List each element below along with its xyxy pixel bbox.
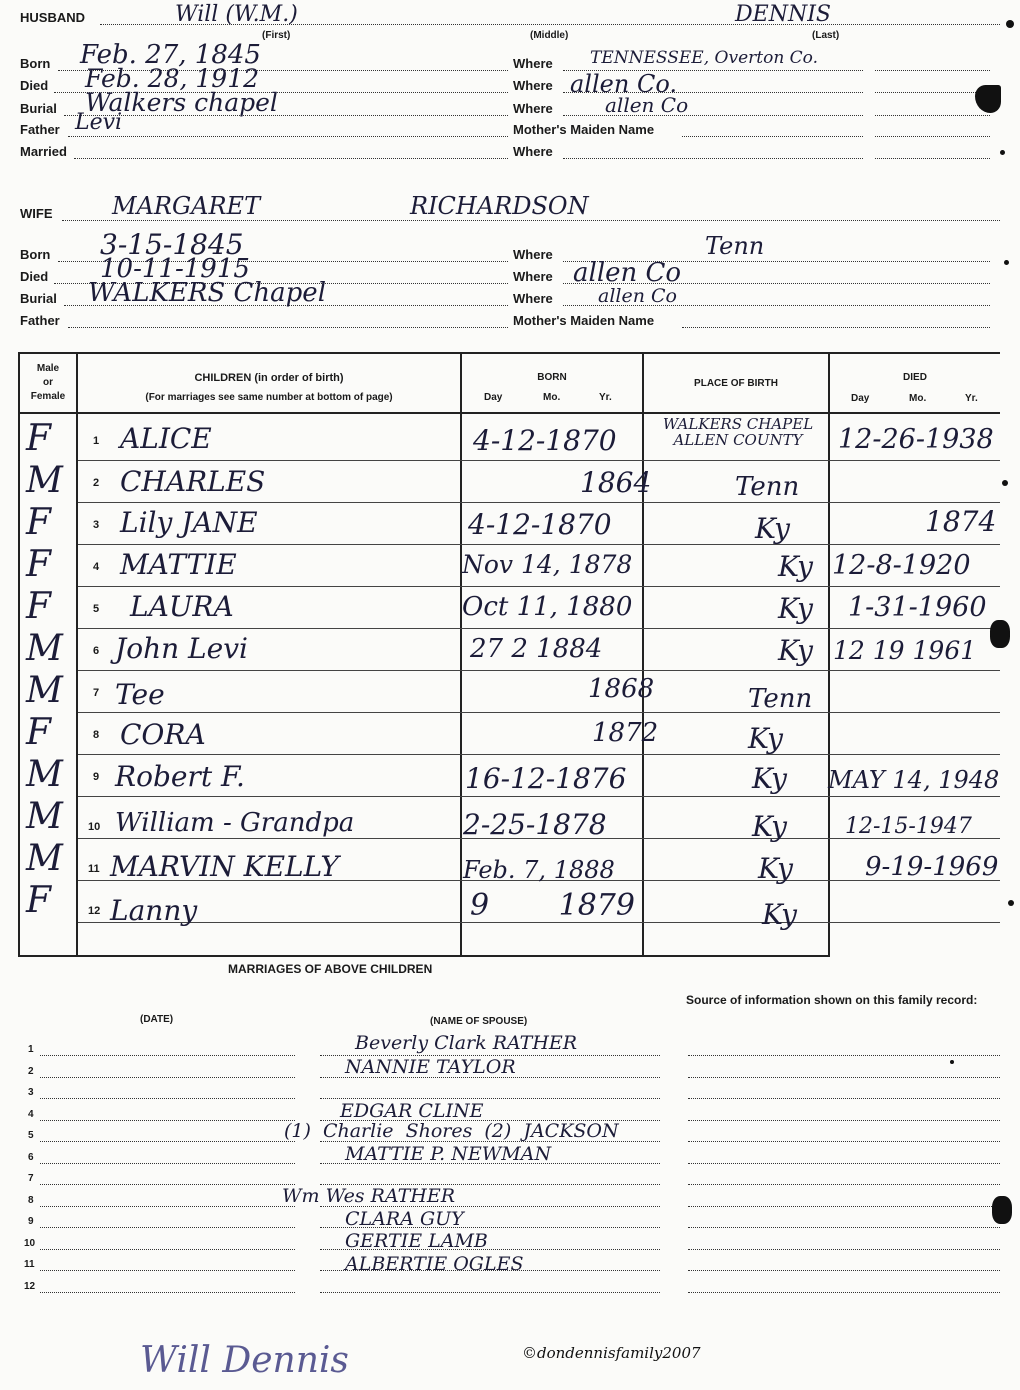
marriage-date-line bbox=[40, 1206, 295, 1207]
wife-died-where-value: allen Co bbox=[573, 258, 682, 288]
child-number: 7 bbox=[93, 687, 100, 699]
husband-burial-label: Burial bbox=[20, 101, 57, 116]
child-number: 11 bbox=[88, 863, 100, 875]
source-line bbox=[688, 1184, 1000, 1185]
sex-header-line: Male bbox=[36, 363, 60, 374]
marriage-number: 10 bbox=[24, 1238, 36, 1249]
wife-died-label: Died bbox=[20, 269, 49, 284]
wife-burial-label: Burial bbox=[20, 291, 57, 306]
child-place: Ky bbox=[758, 852, 793, 885]
child-born: 4-12-1870 bbox=[468, 508, 612, 541]
husband-first-name: Will (W.M.) bbox=[175, 2, 298, 27]
source-line bbox=[688, 1292, 1000, 1293]
marriage-date-line bbox=[40, 1141, 295, 1142]
children-header: CHILDREN (in order of birth) bbox=[194, 372, 344, 384]
row-line bbox=[78, 544, 1000, 545]
child-place: Ky bbox=[778, 550, 813, 583]
husband-born-value: Feb. 27, 1845 bbox=[80, 40, 261, 70]
child-number: 4 bbox=[93, 561, 100, 573]
born-year-header: Yr. bbox=[599, 392, 612, 403]
marriage-number: 12 bbox=[24, 1281, 36, 1292]
child-number: 8 bbox=[93, 729, 100, 741]
scan-artifact bbox=[1002, 480, 1008, 486]
husband-married-where-line bbox=[563, 158, 863, 159]
child-sex: F bbox=[26, 502, 51, 543]
wife-burial-where-label: Where bbox=[513, 291, 553, 306]
husband-mother-label: Mother's Maiden Name bbox=[513, 122, 655, 137]
marriage-number: 3 bbox=[28, 1087, 34, 1098]
child-name: John Levi bbox=[115, 632, 248, 665]
husband-born-label: Born bbox=[20, 56, 51, 71]
child-sex: F bbox=[26, 712, 51, 753]
child-place: Ky bbox=[778, 592, 813, 625]
wife-born-where-value: Tenn bbox=[705, 232, 765, 260]
child-born: Nov 14, 1878 bbox=[462, 550, 633, 579]
marriage-spouse-line bbox=[320, 1292, 660, 1293]
born-day-header: Day bbox=[484, 392, 503, 403]
marriage-date-line bbox=[40, 1227, 295, 1228]
child-born: 1872 bbox=[592, 718, 659, 748]
husband-father-label: Father bbox=[20, 122, 60, 137]
husband-label: HUSBAND bbox=[20, 10, 85, 25]
child-place: Ky bbox=[755, 512, 790, 545]
child-number: 2 bbox=[93, 477, 100, 489]
husband-burial-extra-line bbox=[875, 115, 990, 116]
child-name: William - Grandpa bbox=[115, 808, 355, 838]
child-sex: F bbox=[26, 544, 51, 585]
died-day-header: Day bbox=[851, 393, 870, 404]
child-born: 9 1879 bbox=[470, 888, 635, 923]
child-place: Ky bbox=[748, 722, 783, 755]
col-divider-born bbox=[642, 352, 644, 956]
source-line bbox=[688, 1163, 1000, 1164]
child-name: MATTIE bbox=[120, 548, 237, 581]
died-year-header: Yr. bbox=[965, 393, 978, 404]
marriage-spouse: GERTIE LAMB bbox=[345, 1230, 488, 1252]
col-divider-name bbox=[460, 352, 462, 956]
marriage-number: 5 bbox=[28, 1130, 34, 1141]
marriage-date-line bbox=[40, 1292, 295, 1293]
sex-header-line: Female bbox=[30, 391, 66, 402]
wife-born-where-label: Where bbox=[513, 247, 553, 262]
child-number: 12 bbox=[88, 905, 101, 917]
child-sex: M bbox=[26, 754, 63, 795]
husband-died-extra-line bbox=[875, 92, 990, 93]
row-line bbox=[78, 586, 1000, 587]
husband-born-extra-line bbox=[875, 70, 990, 71]
col-divider-sex bbox=[76, 352, 78, 956]
row-line bbox=[78, 670, 1000, 671]
child-place: Ky bbox=[752, 762, 787, 795]
marriage-spouse: CLARA GUY bbox=[345, 1208, 464, 1230]
source-label: Source of information shown on this family record: bbox=[686, 993, 978, 1007]
marriage-date-line bbox=[40, 1270, 295, 1271]
source-line bbox=[688, 1227, 1000, 1228]
wife-died-value: 10-11-1915 bbox=[100, 254, 250, 284]
wife-father-label: Father bbox=[20, 313, 60, 328]
husband-died-label: Died bbox=[20, 78, 49, 93]
born-month-header: Mo. bbox=[543, 392, 561, 403]
child-died: 12-15-1947 bbox=[845, 814, 972, 839]
born-header: BORN bbox=[537, 372, 567, 383]
marriage-number: 4 bbox=[28, 1109, 34, 1120]
child-name: Lanny bbox=[110, 894, 198, 927]
wife-last-name: RICHARDSON bbox=[410, 192, 589, 220]
child-born: 16-12-1876 bbox=[465, 762, 627, 795]
scan-artifact bbox=[950, 1060, 954, 1064]
child-died: 12-8-1920 bbox=[832, 550, 971, 581]
sex-header-line: or bbox=[43, 377, 53, 388]
copyright: ©dondennisfamily2007 bbox=[522, 1344, 701, 1362]
child-place: WALKERS CHAPEL ALLEN COUNTY bbox=[662, 415, 814, 449]
child-name: CORA bbox=[120, 718, 206, 751]
child-sex: M bbox=[26, 796, 63, 837]
child-name: Tee bbox=[115, 678, 165, 711]
child-sex: F bbox=[26, 418, 51, 459]
row-line bbox=[78, 754, 1000, 755]
scan-artifact bbox=[1006, 20, 1014, 28]
scan-artifact bbox=[1008, 900, 1014, 906]
marriage-date-line bbox=[40, 1184, 295, 1185]
child-born: 2-25-1878 bbox=[463, 808, 607, 841]
child-number: 9 bbox=[93, 771, 100, 783]
spouse-header: (NAME OF SPOUSE) bbox=[430, 1016, 528, 1027]
husband-last-name: DENNIS bbox=[735, 2, 831, 27]
child-sex: F bbox=[26, 880, 51, 921]
source-line bbox=[688, 1120, 1000, 1121]
child-born: 4-12-1870 bbox=[473, 424, 617, 457]
table-top-border bbox=[18, 352, 1000, 354]
child-died: 1-31-1960 bbox=[848, 592, 987, 623]
child-number: 3 bbox=[93, 519, 100, 531]
scan-artifact bbox=[975, 85, 1001, 113]
row-line bbox=[78, 460, 1000, 461]
child-name: ALICE bbox=[120, 422, 212, 455]
child-died: 9-19-1969 bbox=[865, 852, 999, 882]
child-sex: M bbox=[26, 670, 63, 711]
wife-born-value: 3-15-1845 bbox=[100, 228, 244, 261]
husband-father-value: Levi bbox=[75, 110, 123, 135]
child-place: Tenn bbox=[735, 472, 800, 502]
wife-mother-label: Mother's Maiden Name bbox=[513, 313, 655, 328]
marriage-number: 2 bbox=[28, 1066, 34, 1077]
husband-burial-where-label: Where bbox=[513, 101, 553, 116]
source-line bbox=[688, 1141, 1000, 1142]
col-divider-place bbox=[828, 352, 830, 956]
husband-died-where-label: Where bbox=[513, 78, 553, 93]
row-line bbox=[78, 502, 1000, 503]
marriage-spouse: ALBERTIE OGLES bbox=[345, 1253, 524, 1275]
child-place: Ky bbox=[778, 634, 813, 667]
source-line bbox=[688, 1270, 1000, 1271]
wife-burial-value: WALKERS Chapel bbox=[88, 278, 327, 308]
first-caption: (First) bbox=[262, 30, 291, 41]
marriage-spouse: EDGAR CLINE bbox=[340, 1100, 484, 1122]
wife-born-label: Born bbox=[20, 247, 51, 262]
signature: Will Dennis bbox=[140, 1340, 349, 1381]
marriage-date-line bbox=[40, 1077, 295, 1078]
marriage-date-line bbox=[40, 1120, 295, 1121]
died-month-header: Mo. bbox=[909, 393, 927, 404]
table-header-border bbox=[18, 412, 1000, 414]
wife-burial-where-value: allen Co bbox=[598, 285, 677, 307]
middle-caption: (Middle) bbox=[530, 30, 569, 41]
child-died: 12 19 1961 bbox=[833, 636, 977, 665]
husband-married-extra-line bbox=[875, 158, 990, 159]
scan-artifact bbox=[1000, 150, 1005, 155]
husband-born-where-value: TENNESSEE, Overton Co. bbox=[590, 48, 819, 68]
husband-burial-value: Walkers chapel bbox=[85, 88, 278, 117]
wife-father-line bbox=[68, 327, 508, 328]
marriage-number: 11 bbox=[24, 1259, 35, 1270]
marriage-date-line bbox=[40, 1163, 295, 1164]
table-bottom-border bbox=[18, 955, 830, 957]
child-born: Oct 11, 1880 bbox=[462, 592, 633, 622]
marriage-date-line bbox=[40, 1055, 295, 1056]
marriage-spouse: Wm Wes RATHER bbox=[282, 1185, 456, 1207]
child-sex: F bbox=[26, 586, 51, 627]
children-subheader: (For marriages see same number at bottom of page) bbox=[145, 392, 393, 403]
husband-died-where-value: allen Co. bbox=[570, 70, 677, 98]
child-born: 27 2 1884 bbox=[470, 634, 603, 664]
child-sex: M bbox=[26, 628, 63, 669]
scan-artifact bbox=[990, 620, 1010, 648]
child-born: Feb. 7, 1888 bbox=[463, 856, 615, 884]
child-born: 1864 bbox=[580, 466, 652, 499]
husband-born-where-label: Where bbox=[513, 56, 553, 71]
wife-died-where-label: Where bbox=[513, 269, 553, 284]
sex-header bbox=[20, 362, 76, 404]
marriage-number: 8 bbox=[28, 1195, 34, 1206]
source-line bbox=[688, 1055, 1000, 1056]
marriage-date-line bbox=[40, 1249, 295, 1250]
husband-married-where-label: Where bbox=[513, 144, 553, 159]
child-number: 6 bbox=[93, 645, 100, 657]
child-sex: M bbox=[26, 838, 63, 879]
child-sex: M bbox=[26, 460, 63, 501]
marriage-number: 1 bbox=[28, 1044, 34, 1055]
marriage-spouse: NANNIE TAYLOR bbox=[345, 1056, 516, 1078]
child-number: 5 bbox=[93, 603, 100, 615]
last-caption: (Last) bbox=[812, 30, 840, 41]
marriage-spouse: (1) Charlie Shores (2) JACKSON bbox=[284, 1120, 619, 1142]
wife-name-line bbox=[62, 220, 1000, 221]
source-line bbox=[688, 1077, 1000, 1078]
marriages-title: MARRIAGES OF ABOVE CHILDREN bbox=[228, 962, 433, 976]
child-name: Robert F. bbox=[115, 760, 245, 793]
child-name: Lily JANE bbox=[120, 506, 258, 539]
place-header: PLACE OF BIRTH bbox=[694, 378, 778, 389]
marriage-spouse: MATTIE P. NEWMAN bbox=[345, 1143, 552, 1165]
row-line bbox=[78, 628, 1000, 629]
marriage-spouse: Beverly Clark RATHER bbox=[355, 1032, 578, 1054]
wife-first-name: MARGARET bbox=[112, 192, 261, 220]
child-place: Ky bbox=[752, 810, 787, 843]
child-died: 1874 bbox=[925, 505, 997, 538]
wife-mother-line bbox=[682, 327, 990, 328]
child-name: MARVIN KELLY bbox=[110, 850, 339, 883]
child-name: LAURA bbox=[130, 590, 234, 623]
table-left-border bbox=[18, 352, 20, 956]
husband-married-line bbox=[74, 158, 508, 159]
row-line bbox=[78, 796, 1000, 797]
husband-father-line bbox=[68, 136, 508, 137]
died-header: DIED bbox=[903, 372, 927, 383]
marriage-number: 6 bbox=[28, 1152, 34, 1163]
marriage-number: 9 bbox=[28, 1216, 34, 1227]
wife-label: WIFE bbox=[20, 206, 53, 221]
date-header: (DATE) bbox=[140, 1014, 174, 1025]
scan-artifact bbox=[992, 1196, 1012, 1224]
source-line bbox=[688, 1249, 1000, 1250]
husband-mother-line bbox=[682, 136, 863, 137]
scan-artifact bbox=[1004, 260, 1009, 265]
child-born: 1868 bbox=[588, 674, 655, 704]
child-name: CHARLES bbox=[120, 465, 266, 498]
marriage-spouse-line bbox=[320, 1098, 660, 1099]
marriage-date-line bbox=[40, 1098, 295, 1099]
child-place: Ky bbox=[762, 898, 797, 931]
child-number: 10 bbox=[88, 821, 101, 833]
child-died: MAY 14, 1948 bbox=[828, 766, 1000, 794]
husband-mother-extra-line bbox=[875, 136, 990, 137]
child-place: Tenn bbox=[748, 684, 813, 714]
child-number: 1 bbox=[93, 435, 100, 447]
marriage-number: 7 bbox=[28, 1173, 34, 1184]
source-line bbox=[688, 1098, 1000, 1099]
source-line bbox=[688, 1206, 1000, 1207]
husband-married-label: Married bbox=[20, 144, 67, 159]
husband-burial-where-value: allen Co bbox=[605, 93, 689, 117]
husband-died-value: Feb. 28, 1912 bbox=[85, 64, 259, 93]
row-line bbox=[78, 712, 1000, 713]
child-died: 12-26-1938 bbox=[838, 424, 994, 455]
